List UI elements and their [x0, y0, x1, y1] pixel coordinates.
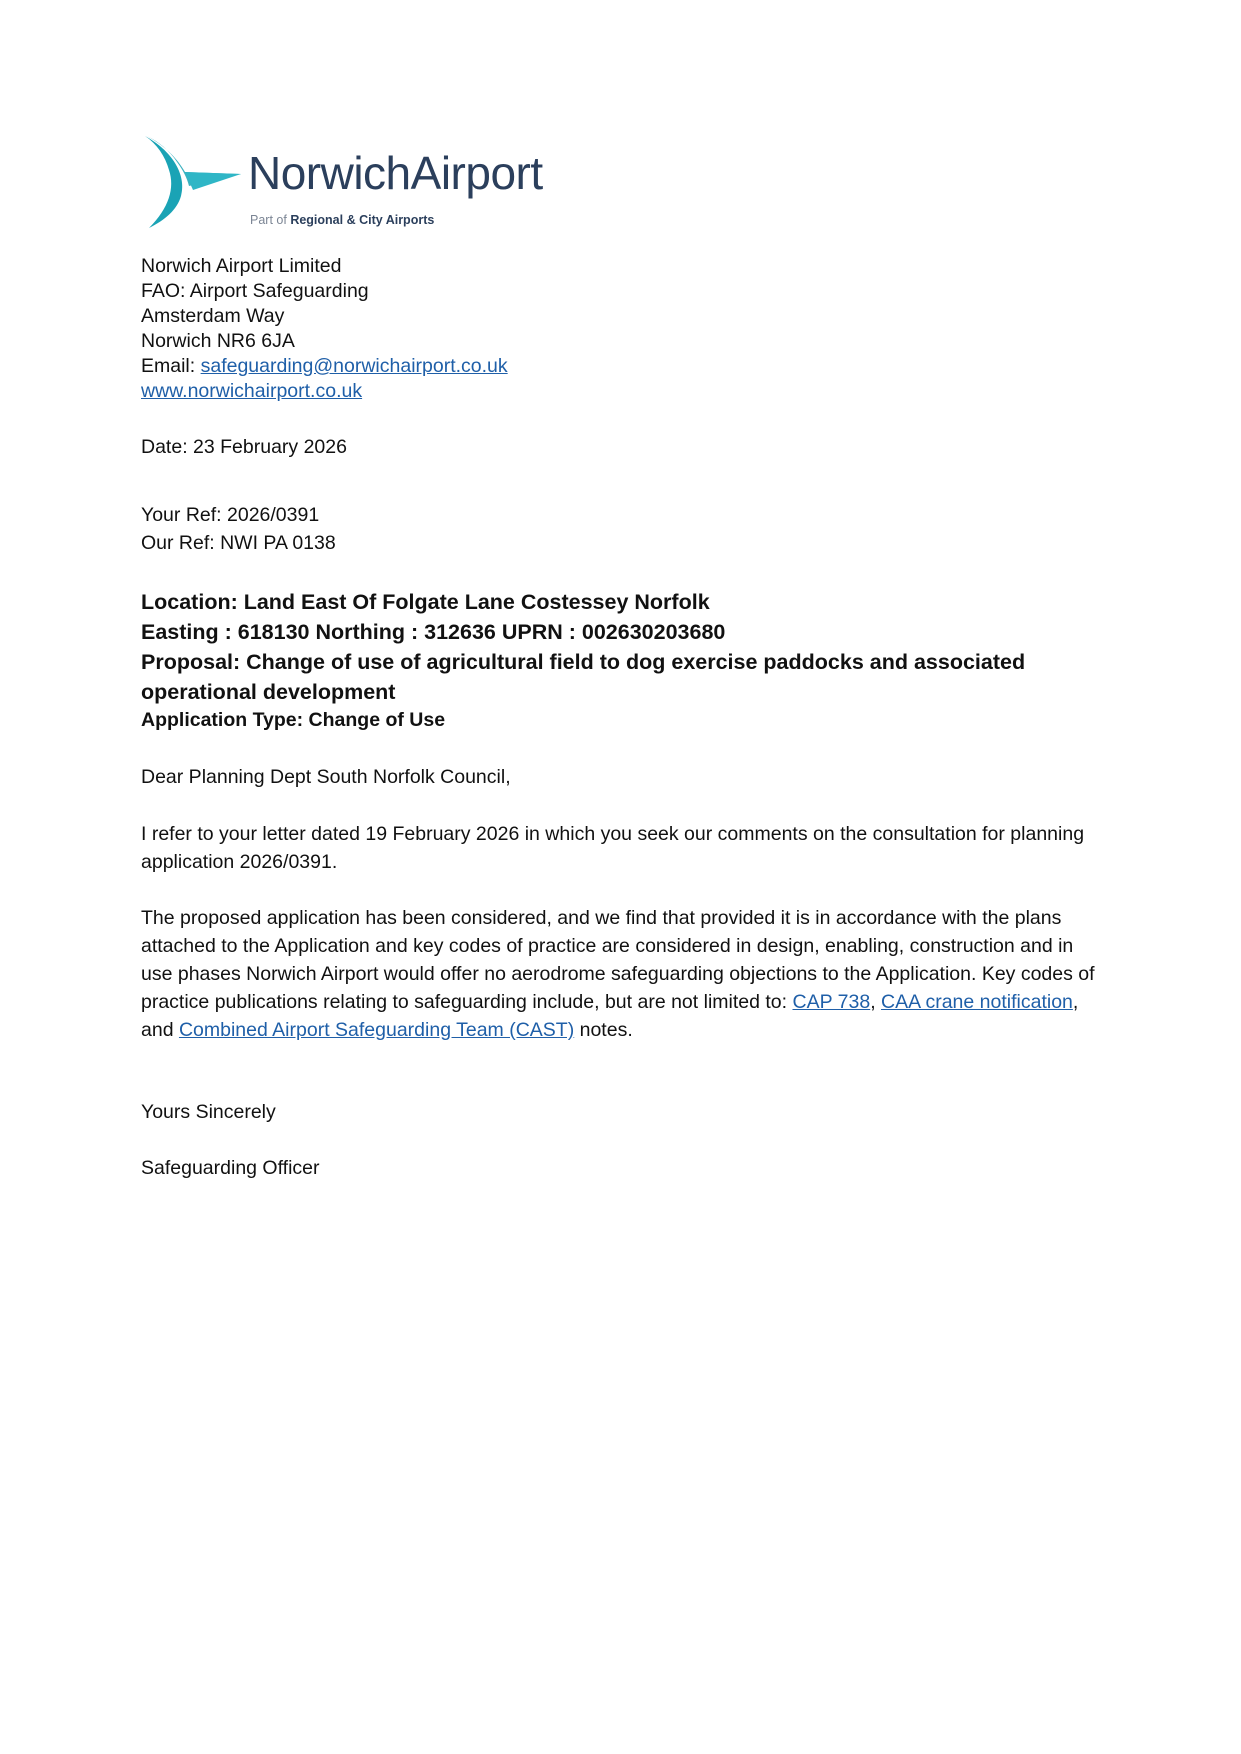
sender-fao: FAO: Airport Safeguarding	[141, 280, 369, 302]
letter-date: Date: 23 February 2026	[141, 436, 347, 458]
sender-email-label: Email:	[141, 355, 201, 377]
body-paragraph-2	[141, 904, 1101, 1044]
signoff: Safeguarding Officer	[141, 1157, 320, 1179]
logo-tagline-prefix: Part of	[250, 213, 287, 227]
body-paragraph-1: I refer to your letter dated 19 February 2026 in which you seek our comments on the consultation for planning application 2026/0391.	[141, 823, 1085, 873]
application-coordinates: Easting : 618130 Northing : 312636 UPRN : 002630203680	[141, 620, 726, 644]
logo-tagline-brand: Regional & City Airports	[290, 213, 435, 227]
application-details	[141, 587, 1101, 733]
caa-crane-notification-link[interactable]: CAA crane notification	[881, 991, 1073, 1013]
airport-swoosh-icon	[141, 130, 246, 230]
application-type: Application Type: Change of Use	[141, 709, 446, 731]
application-location: Location: Land East Of Folgate Lane Costessey Norfolk	[141, 590, 710, 614]
sender-email-link[interactable]: safeguarding@norwichairport.co.uk	[200, 355, 508, 377]
body-paragraph-2-end: notes.	[574, 1019, 633, 1041]
sender-street: Amsterdam Way	[141, 305, 285, 327]
sender-email-line	[141, 354, 1101, 379]
sender-website-line	[141, 379, 1101, 404]
your-ref: Your Ref: 2026/0391	[141, 504, 320, 526]
application-proposal: Proposal: Change of use of agricultural field to dog exercise paddocks and associated operational development	[141, 650, 1026, 704]
sender-company: Norwich Airport Limited	[141, 255, 342, 277]
cap-738-link[interactable]: CAP 738	[792, 991, 871, 1013]
sender-address	[141, 254, 1101, 404]
salutation: Dear Planning Dept South Norfolk Council,	[141, 766, 511, 788]
separator-1: ,	[870, 991, 882, 1013]
logo-tagline	[250, 213, 434, 227]
our-ref: Our Ref: NWI PA 0138	[141, 532, 336, 554]
sender-website-link[interactable]: www.norwichairport.co.uk	[141, 380, 363, 402]
cast-link[interactable]: Combined Airport Safeguarding Team (CAST)	[178, 1019, 575, 1041]
body-paragraph-2-text: The proposed application has been considered, and we find that provided it is in accordance with the plans attached to the Application and key codes of practice are considered in design, enabling, construction and in use phases Norwich Airport would offer no aerodrome safeguarding objections to the Application. Key codes of practice publications relating to safeguarding include, but are not limited to:	[141, 907, 1095, 1013]
closing: Yours Sincerely	[141, 1101, 276, 1123]
norwich-airport-logo	[141, 130, 551, 240]
references	[141, 503, 1101, 559]
logo-wordmark: NorwichAirport	[248, 147, 543, 199]
separator-2: , and	[141, 991, 1079, 1041]
sender-city: Norwich NR6 6JA	[141, 330, 295, 352]
